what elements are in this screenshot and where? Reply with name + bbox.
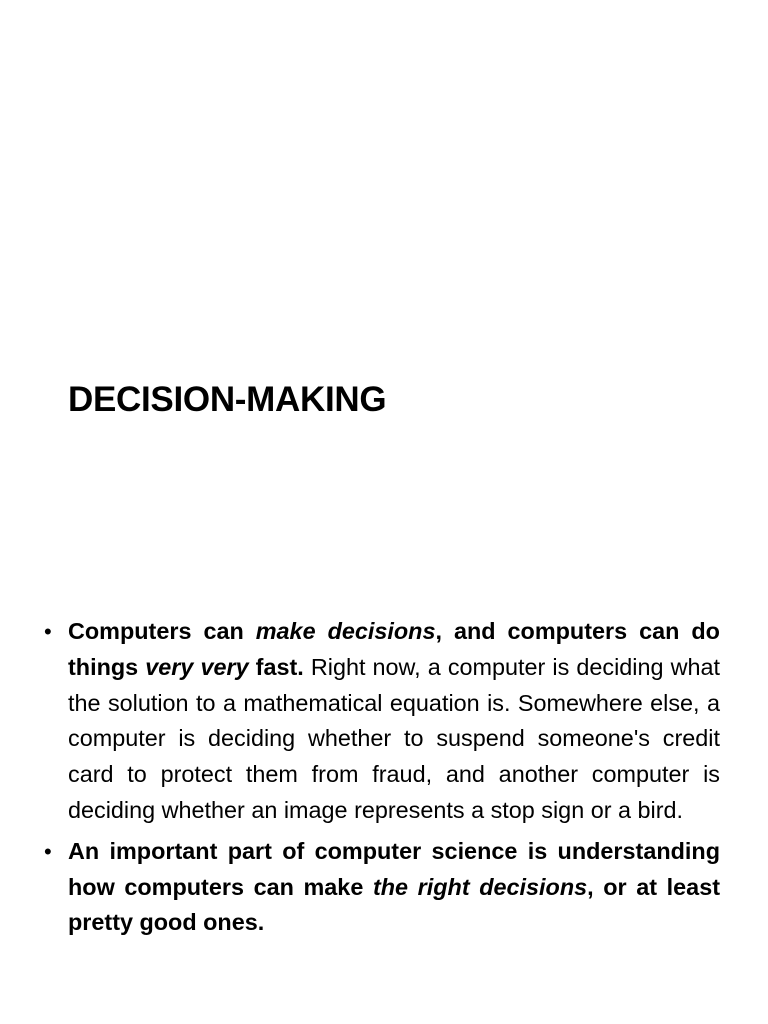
slide-title: DECISION-MAKING bbox=[68, 380, 387, 419]
bullet-list bbox=[44, 614, 720, 946]
bullet-item-computers-decide bbox=[44, 614, 720, 829]
bullet-text-bold: fast. bbox=[248, 653, 304, 680]
bullet-text-bold-italic: make decisions bbox=[255, 618, 436, 644]
bullet-text-bold-italic: the right decisions bbox=[372, 873, 588, 900]
bullet-text-regular: Right now, a computer is deciding what the solution to a mathematical equation is. Somewhere else, a computer is deciding whether to suspend someone's credit card to protect them from fraud, and another computer is deciding whether an image represents a stop sign or a bird. bbox=[68, 653, 720, 823]
bullet-item-right-decisions bbox=[44, 834, 720, 941]
bullet-text-bold: Computers can bbox=[68, 618, 256, 644]
bullet-text-bold: , and computers can do things bbox=[68, 618, 720, 680]
bullet-icon: • bbox=[44, 619, 52, 644]
bullet-text-bold: , or at least pretty good ones. bbox=[68, 873, 720, 936]
bullet-text-bold-italic: very very bbox=[145, 653, 249, 680]
bullet-text-bold: An important part of computer science is understanding how computers can make bbox=[68, 837, 720, 900]
bullet-icon: • bbox=[44, 838, 52, 864]
